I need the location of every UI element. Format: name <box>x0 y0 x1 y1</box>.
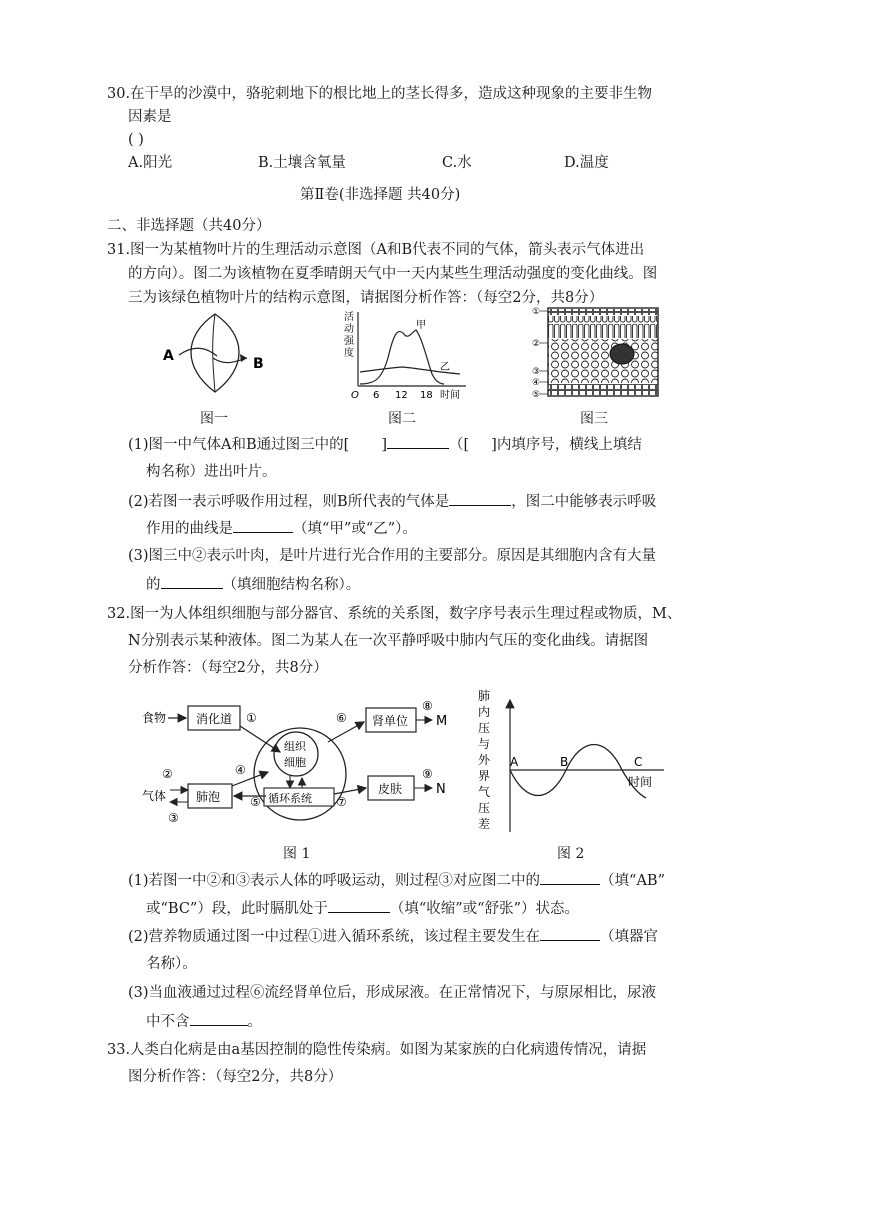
fig2-ylabel-7: 气 <box>478 785 491 799</box>
fig2-ylabel-9: 差 <box>478 817 491 831</box>
q31-fig2-chart <box>336 308 476 402</box>
arrow-a-in <box>179 348 217 356</box>
q32-s3-text-b: 中不含 <box>146 1014 190 1030</box>
q31-subq2-line2 <box>146 518 417 539</box>
q31-s3-text-c: （填细胞结构名称）。 <box>222 577 361 593</box>
q30-line1: 30.在干旱的沙漠中，骆驼刺地下的根比地上的茎长得多，造成这种现象的主要非生物 <box>107 86 653 102</box>
fig3-label-3: ③ <box>532 367 541 377</box>
fig2-xlabel: 时间 <box>628 775 653 789</box>
q31-s2-blank-curve[interactable] <box>233 518 293 533</box>
q31-s2-text-d: （填“甲”或“乙”）。 <box>293 521 417 537</box>
fig3-label-4: ④ <box>532 378 541 388</box>
fig2-xlabel: 时间 <box>440 390 460 401</box>
fig2-ylabel-2: 内 <box>478 705 491 719</box>
fig1-tissue-circle <box>274 732 318 776</box>
fig2-ylabel-4: 度 <box>344 348 354 359</box>
fig2-tick-18: 18 <box>420 390 433 401</box>
q32-s2-text-a: (2)营养物质通过图一中过程①进入循环系统，该过程主要发生在 <box>128 929 541 945</box>
q31-s1-text-d: ]内填序号，横线上填结 <box>491 437 642 453</box>
fig3-spongy-tissue <box>548 339 658 383</box>
q30-option-b: B.土壤含氧量 <box>258 155 346 171</box>
q32-subq2-line2: 名称）。 <box>146 956 197 972</box>
q32-s1-text-b: （填“AB” <box>600 873 665 889</box>
fig2-ylabel-6: 界 <box>478 769 491 783</box>
fig1-skin: 皮肤 <box>378 782 403 796</box>
fig2-pressure-curve <box>510 745 646 799</box>
q31-fig1-caption: 图一 <box>200 411 228 427</box>
fig2-ylabel-8: 压 <box>478 801 491 815</box>
q31-fig3-leaf-section <box>530 306 662 402</box>
q32-line2: N分别表示某种液体。图二为某人在一次平静呼吸中肺内气压的变化曲线。请据图 <box>128 633 649 649</box>
q32-s2-text-b: （填器官 <box>600 929 659 945</box>
fig3-lower-epidermis <box>548 384 658 395</box>
q32-fig2-chart <box>474 684 668 836</box>
fig1-num-9: ⑨ <box>422 767 433 781</box>
q32-subq1-line2 <box>146 898 579 919</box>
fig1-tissue-1: 组织 <box>284 740 306 753</box>
fig1-num-2: ② <box>162 767 173 781</box>
fig1-circulation: 循环系统 <box>268 792 312 805</box>
fig1-tissue-2: 细胞 <box>284 756 306 769</box>
q31-s2-text-a: (2)若图一表示呼吸作用过程，则B所代表的气体是 <box>128 494 450 510</box>
q30-option-c: C.水 <box>442 155 472 171</box>
q32-s1-text-a: (1)若图一中②和③表示人体的呼吸运动，则过程③对应图二中的 <box>128 873 541 889</box>
fig2-curve-jia <box>360 330 444 384</box>
q32-s1-text-c: 或“BC”）段，此时膈肌处于 <box>146 901 328 917</box>
fig2-label-jia: 甲 <box>416 320 426 331</box>
fig1-num-4: ④ <box>235 763 246 777</box>
fig2-ylabel-5: 外 <box>478 753 491 767</box>
q30-option-d: D.温度 <box>564 155 609 171</box>
fig2-origin: O <box>351 390 359 401</box>
q31-subq1-line2: 构名称）进出叶片。 <box>146 464 277 480</box>
q32-s1-blank-diaphragm[interactable] <box>328 898 390 913</box>
fig1-num-7: ⑦ <box>336 795 347 809</box>
q32-s3-blank-substance[interactable] <box>190 1011 248 1026</box>
q31-subq2-line1 <box>128 491 656 512</box>
fig3-upper-epidermis <box>548 309 658 315</box>
fig1-label-b: B <box>253 356 264 372</box>
fig3-label-2: ② <box>532 339 541 349</box>
fig2-label-yi: 乙 <box>440 362 450 373</box>
section2-title: 第Ⅱ卷(非选择题 共40分) <box>300 187 461 203</box>
fig1-num-8: ⑧ <box>422 699 433 713</box>
q32-s2-blank-organ[interactable] <box>540 926 600 941</box>
q31-line3: 三为该绿色植物叶片的结构示意图，请据图分析作答：（每空2分，共8分） <box>128 290 604 306</box>
q31-s2-text-c: 作用的曲线是 <box>146 521 233 537</box>
q32-fig1-system-diagram <box>138 692 460 832</box>
fig2-tick-6: 6 <box>373 390 380 401</box>
q31-s1-text-c: （[ <box>449 437 470 453</box>
q33-line1: 33.人类白化病是由a基因控制的隐性传染病。如图为某家族的白化病遗传情况，请据 <box>107 1042 647 1058</box>
q31-s2-blank-gas[interactable] <box>449 491 511 506</box>
q32-s3-text-c: 。 <box>247 1014 262 1030</box>
fig1-m: M <box>436 714 448 729</box>
q31-subq3-line1: (3)图三中②表示叶肉，是叶片进行光合作用的主要部分。原因是其细胞内含有大量 <box>128 548 657 564</box>
q32-fig2-caption: 图 2 <box>557 846 585 862</box>
fig3-label-5: ⑤ <box>532 390 541 400</box>
fig1-num-3: ③ <box>168 811 179 825</box>
q31-s1-text-a: (1)图一中气体A和B通过图三中的[ <box>128 437 350 453</box>
fig2-point-a: A <box>510 755 519 769</box>
section-heading: 二、非选择题（共40分） <box>107 218 271 234</box>
q31-line1: 31.图一为某植物叶片的生理活动示意图（A和B代表不同的气体，箭头表示气体进出 <box>107 242 645 258</box>
q32-line3: 分析作答：（每空2分，共8分） <box>128 660 328 676</box>
q33-line2: 图分析作答：（每空2分，共8分） <box>128 1069 343 1085</box>
fig3-vein <box>610 344 634 364</box>
q31-s3-text-b: 的 <box>146 577 161 593</box>
fig1-num-5: ⑤ <box>250 795 261 809</box>
fig1-digestive: 消化道 <box>196 712 233 726</box>
q30-option-a: A.阳光 <box>128 155 173 171</box>
q31-line2: 的方向）。图二为该植物在夏季晴朗天气中一天内某些生理活动强度的变化曲线。图 <box>128 266 658 282</box>
q32-subq3-line1: (3)当血液通过过程⑥流经肾单位后，形成尿液。在正常情况下，与原尿相比，尿液 <box>128 985 657 1001</box>
q32-subq1-line1 <box>128 870 665 891</box>
fig2-tick-12: 12 <box>395 390 408 401</box>
q32-subq2-line1 <box>128 926 658 947</box>
q31-subq1-line1 <box>128 434 642 455</box>
fig1-food: 食物 <box>142 711 167 725</box>
q30-line2: 因素是 <box>128 109 172 125</box>
q31-fig3-caption: 图三 <box>580 411 608 427</box>
leaf-outline <box>191 314 239 392</box>
q31-s3-blank-structure[interactable] <box>161 574 223 589</box>
q31-subq3-line2 <box>146 574 360 595</box>
fig2-ylabel-1: 活 <box>344 312 354 323</box>
q31-s2-text-b: ，图二中能够表示呼吸 <box>511 494 657 510</box>
fig1-label-a: A <box>163 348 174 364</box>
fig1-n: N <box>436 782 446 797</box>
fig1-gas: 气体 <box>142 789 167 803</box>
q32-s1-text-d: （填“收缩”或“舒张”）状态。 <box>389 901 580 917</box>
fig2-ylabel-3: 压 <box>478 721 491 735</box>
fig2-ylabel-4: 与 <box>478 737 491 751</box>
fig1-num-6: ⑥ <box>336 711 347 725</box>
q32-line1: 32.图一为人体组织细胞与部分器官、系统的关系图，数字序号表示生理过程或物质，M、 <box>107 606 682 622</box>
q30-answer-paren: ( ) <box>128 132 144 148</box>
fig3-palisade-tissue <box>548 316 658 338</box>
fig3-label-1: ① <box>532 307 541 317</box>
fig1-alveoli: 肺泡 <box>196 790 221 804</box>
q32-fig1-caption: 图 1 <box>283 846 311 862</box>
fig2-ylabel-1: 肺 <box>478 689 491 703</box>
q31-s1-text-b: ] <box>381 437 387 453</box>
fig2-ylabel-2: 动 <box>344 324 354 335</box>
q32-s1-blank-segment[interactable] <box>540 870 600 885</box>
fig2-point-c: C <box>634 755 643 769</box>
fig1-kidney: 肾单位 <box>372 714 409 728</box>
q32-subq3-line2 <box>146 1011 262 1032</box>
fig2-ylabel-3: 强 <box>344 336 354 347</box>
fig1-num-1: ① <box>246 711 257 725</box>
q31-s1-blank-name[interactable] <box>387 434 449 449</box>
q31-fig1-leaf-diagram <box>155 308 275 398</box>
fig2-point-b: B <box>560 755 569 769</box>
q31-fig2-caption: 图二 <box>388 411 416 427</box>
